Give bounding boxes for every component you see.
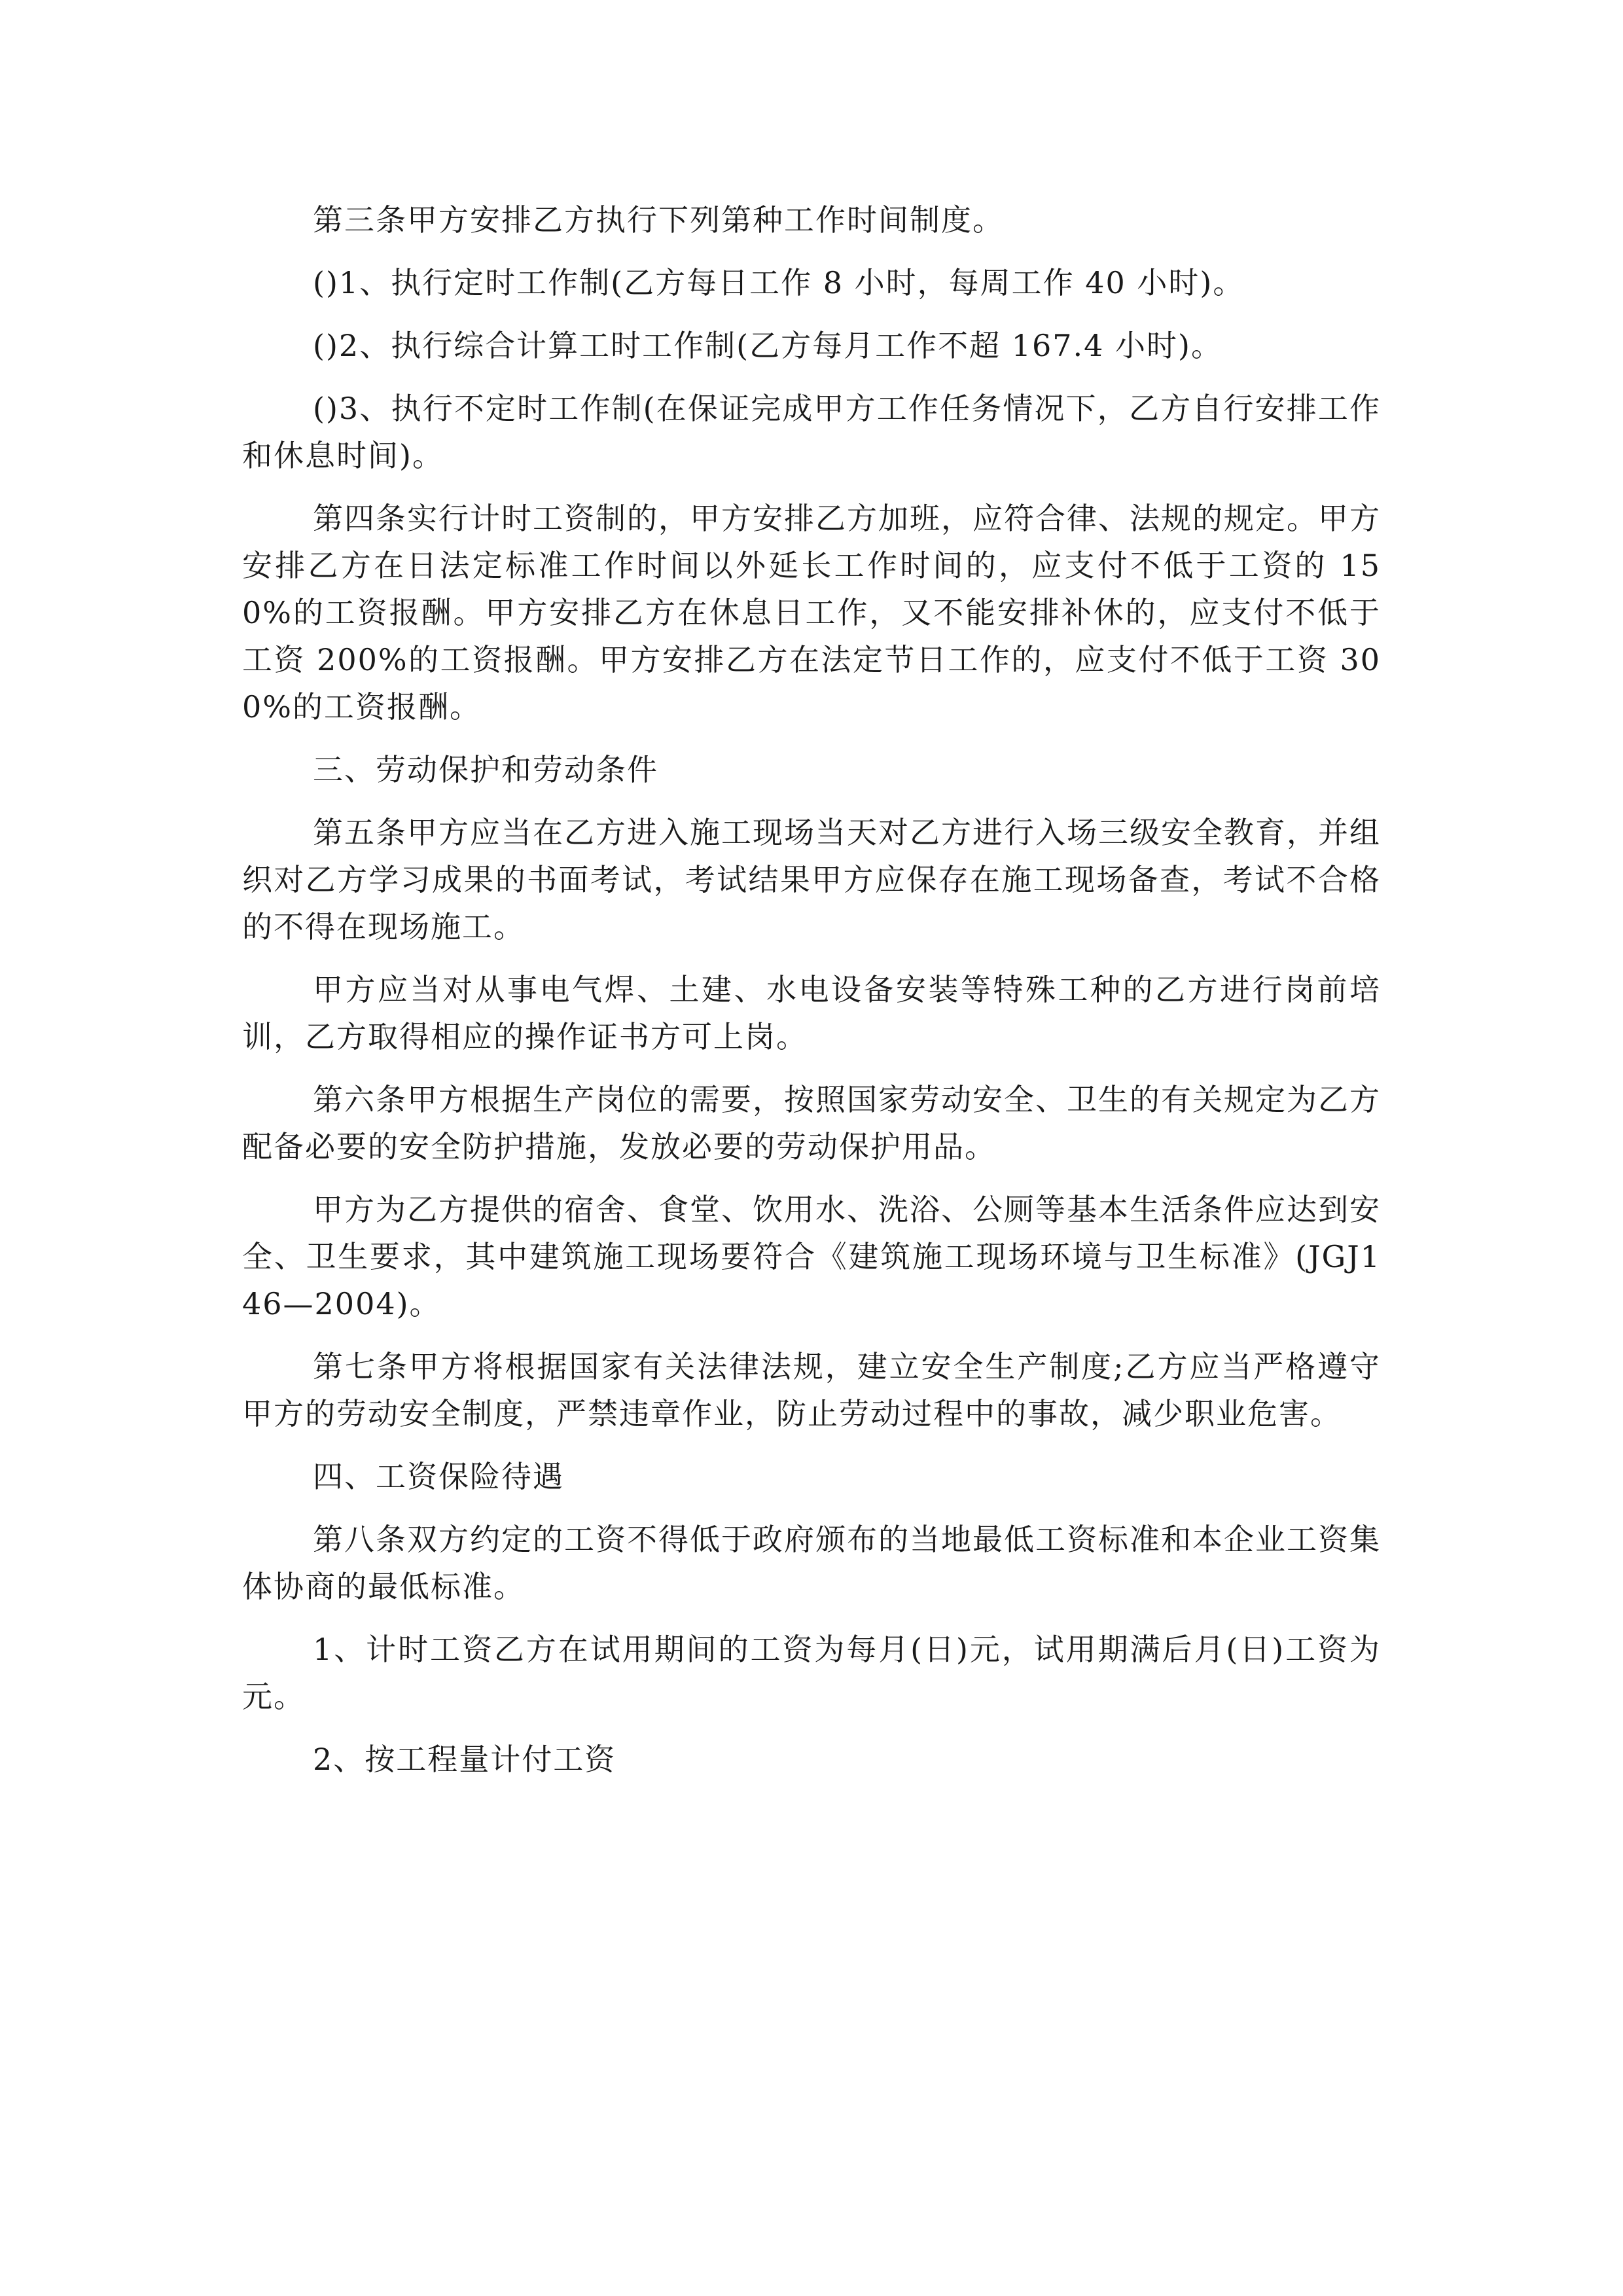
clause-8: 第八条双方约定的工资不得低于政府颁布的当地最低工资标准和本企业工资集体协商的最低标准。	[242, 1522, 1381, 1604]
clause-5-training: 甲方应当对从事电气焊、土建、水电设备安装等特殊工种的乙方进行岗前培训，乙方取得相应的操作证书方可上岗。	[242, 972, 1381, 1054]
clause-7: 第七条甲方将根据国家有关法律法规，建立安全生产制度;乙方应当严格遵守甲方的劳动安全制度，严禁违章作业，防止劳动过程中的事故，减少职业危害。	[242, 1349, 1381, 1431]
clause-6: 第六条甲方根据生产岗位的需要，按照国家劳动安全、卫生的有关规定为乙方配备必要的安全防护措施，发放必要的劳动保护用品。	[242, 1082, 1381, 1164]
section-heading-4: 四、工资保险待遇	[313, 1459, 564, 1494]
clause-8-item-2: 2、按工程量计付工资	[313, 1742, 616, 1777]
option-2: ()2、执行综合计算工时工作制(乙方每月工作不超 167.4 小时)。	[313, 328, 1222, 363]
clause-5: 第五条甲方应当在乙方进入施工现场当天对乙方进行入场三级安全教育，并组织对乙方学习成果的书面考试，考试结果甲方应保存在施工现场备查，考试不合格的不得在现场施工。	[242, 815, 1381, 944]
option-1: ()1、执行定时工作制(乙方每日工作 8 小时，每周工作 40 小时)。	[313, 265, 1245, 300]
clause-3: 第三条甲方安排乙方执行下列第种工作时间制度。	[313, 202, 1004, 238]
clause-4: 第四条实行计时工资制的，甲方安排乙方加班，应符合律、法规的规定。甲方安排乙方在日法定标准工作时间以外延长工作时间的，应支付不低于工资的 150%的工资报酬。甲方安排乙方在休息日工作，又不能安排补休的，应支付不低于工资 200%的工资报酬。甲方安排乙方在法定节日工作的，应支付不低于工资 300%的工资报酬。	[242, 501, 1381, 725]
clause-8-item-1: 1、计时工资乙方在试用期间的工资为每月(日)元，试用期满后月(日)工资为元。	[242, 1632, 1381, 1714]
document-body	[242, 196, 1381, 1799]
clause-6-living: 甲方为乙方提供的宿舍、食堂、饮用水、洗浴、公厕等基本生活条件应达到安全、卫生要求，其中建筑施工现场要符合《建筑施工现场环境与卫生标准》(JGJ146—2004)。	[242, 1192, 1381, 1321]
option-3: ()3、执行不定时工作制(在保证完成甲方工作任务情况下，乙方自行安排工作和休息时间)。	[242, 391, 1381, 473]
section-heading-3: 三、劳动保护和劳动条件	[313, 752, 658, 787]
